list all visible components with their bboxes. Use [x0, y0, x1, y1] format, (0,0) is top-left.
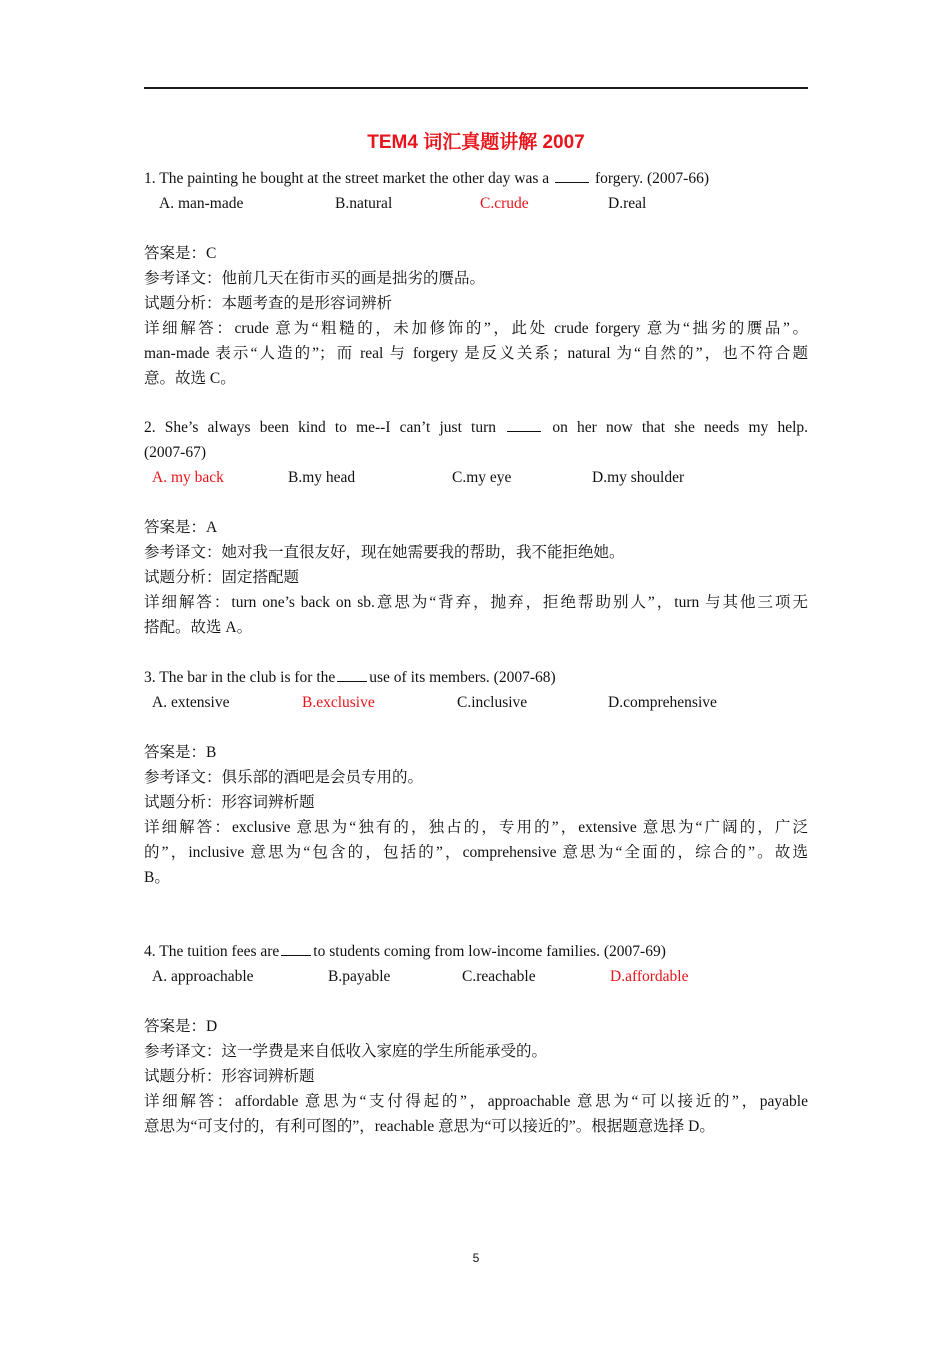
option-b: B.payable	[328, 968, 391, 985]
question-1	[144, 166, 808, 391]
option-a: A. extensive	[152, 694, 230, 711]
translation-line: 参考译文：他前几天在街市买的画是拙劣的赝品。	[144, 270, 486, 287]
option-d-correct: D.affordable	[610, 968, 689, 985]
question-stem: 3. The bar in the club is for the use of its members. (2007-68)	[144, 665, 808, 690]
question-stem: 4. The tuition fees are to students coming from low-income families. (2007-69)	[144, 939, 808, 964]
detail-line: 意。故选 C。	[144, 370, 236, 387]
answer-blank	[507, 415, 541, 432]
options-row	[144, 964, 808, 989]
analysis-line: 试题分析：形容词辨析题	[144, 794, 315, 811]
detail-line: 详细解答：crude 意为“粗糙的，未加修饰的”，此处 crude forgery 意为“拙劣的赝品”。	[144, 320, 808, 337]
option-c: C.inclusive	[457, 694, 528, 711]
detail-line: 搭配。故选 A。	[144, 619, 253, 636]
question-4	[144, 939, 808, 1139]
question-stem: 1. The painting he bought at the street market the other day was a forgery. (2007-66)	[144, 166, 808, 191]
page-number: 5	[472, 1251, 480, 1265]
options-row	[144, 465, 808, 490]
translation-line: 参考译文：俱乐部的酒吧是会员专用的。	[144, 769, 424, 786]
detail-line: 的”，inclusive 意思为“包含的，包括的”，comprehensive 意思为“全面的，综合的”。故选	[144, 844, 808, 861]
option-c-correct: C.crude	[480, 195, 529, 212]
analysis-line: 试题分析：固定搭配题	[144, 569, 300, 586]
option-d: D.comprehensive	[608, 694, 717, 711]
answer-blank	[337, 665, 367, 682]
answer-line: 答案是：A	[144, 519, 218, 536]
question-stem: 2. She’s always been kind to me--I can’t just turn on her now that she needs my help.	[144, 415, 808, 440]
answer-line: 答案是：D	[144, 1018, 218, 1035]
detail-line: B。	[144, 869, 170, 886]
question-stem-cont: (2007-67)	[144, 444, 206, 461]
options-row	[144, 191, 808, 216]
detail-line: man-made 表示“人造的”；而 real 与 forgery 是反义关系；natural 为“自然的”，也不符合题	[144, 345, 808, 362]
option-c: C.reachable	[462, 968, 536, 985]
option-b: B.natural	[335, 195, 393, 212]
option-d: D.my shoulder	[592, 469, 685, 486]
option-a: A. man-made	[159, 195, 244, 212]
answer-line: 答案是：C	[144, 245, 217, 262]
answer-line: 答案是：B	[144, 744, 217, 761]
analysis-line: 试题分析：本题考查的是形容词辨析	[144, 295, 393, 312]
option-c: C.my eye	[452, 469, 512, 486]
page-title: TEM4 词汇真题讲解 2007	[367, 132, 585, 153]
answer-blank	[281, 939, 311, 956]
option-b: B.my head	[288, 469, 356, 486]
option-b-correct: B.exclusive	[302, 694, 375, 711]
question-3	[144, 665, 808, 890]
translation-line: 参考译文：这一学费是来自低收入家庭的学生所能承受的。	[144, 1043, 548, 1060]
analysis-line: 试题分析：形容词辨析题	[144, 1068, 315, 1085]
question-2	[144, 415, 808, 640]
answer-blank	[555, 166, 589, 183]
detail-line: 意思为“可支付的，有利可图的”，reachable 意思为“可以接近的”。根据题意选择 D。	[144, 1118, 715, 1135]
option-a: A. approachable	[152, 968, 254, 985]
detail-line: 详细解答：turn one’s back on sb.意思为“背弃，抛弃，拒绝帮助别人”，turn 与其他三项无	[144, 594, 808, 611]
translation-line: 参考译文：她对我一直很友好，现在她需要我的帮助，我不能拒绝她。	[144, 544, 625, 561]
header-rule	[144, 87, 808, 89]
detail-line: 详细解答：affordable 意思为“支付得起的”，approachable 意思为“可以接近的”，payable	[144, 1093, 808, 1110]
detail-line: 详细解答：exclusive 意思为“独有的，独占的，专用的”，extensive 意思为“广阔的，广泛	[144, 819, 808, 836]
option-a-correct: A. my back	[152, 469, 224, 486]
option-d: D.real	[608, 195, 647, 212]
options-row	[144, 690, 808, 715]
